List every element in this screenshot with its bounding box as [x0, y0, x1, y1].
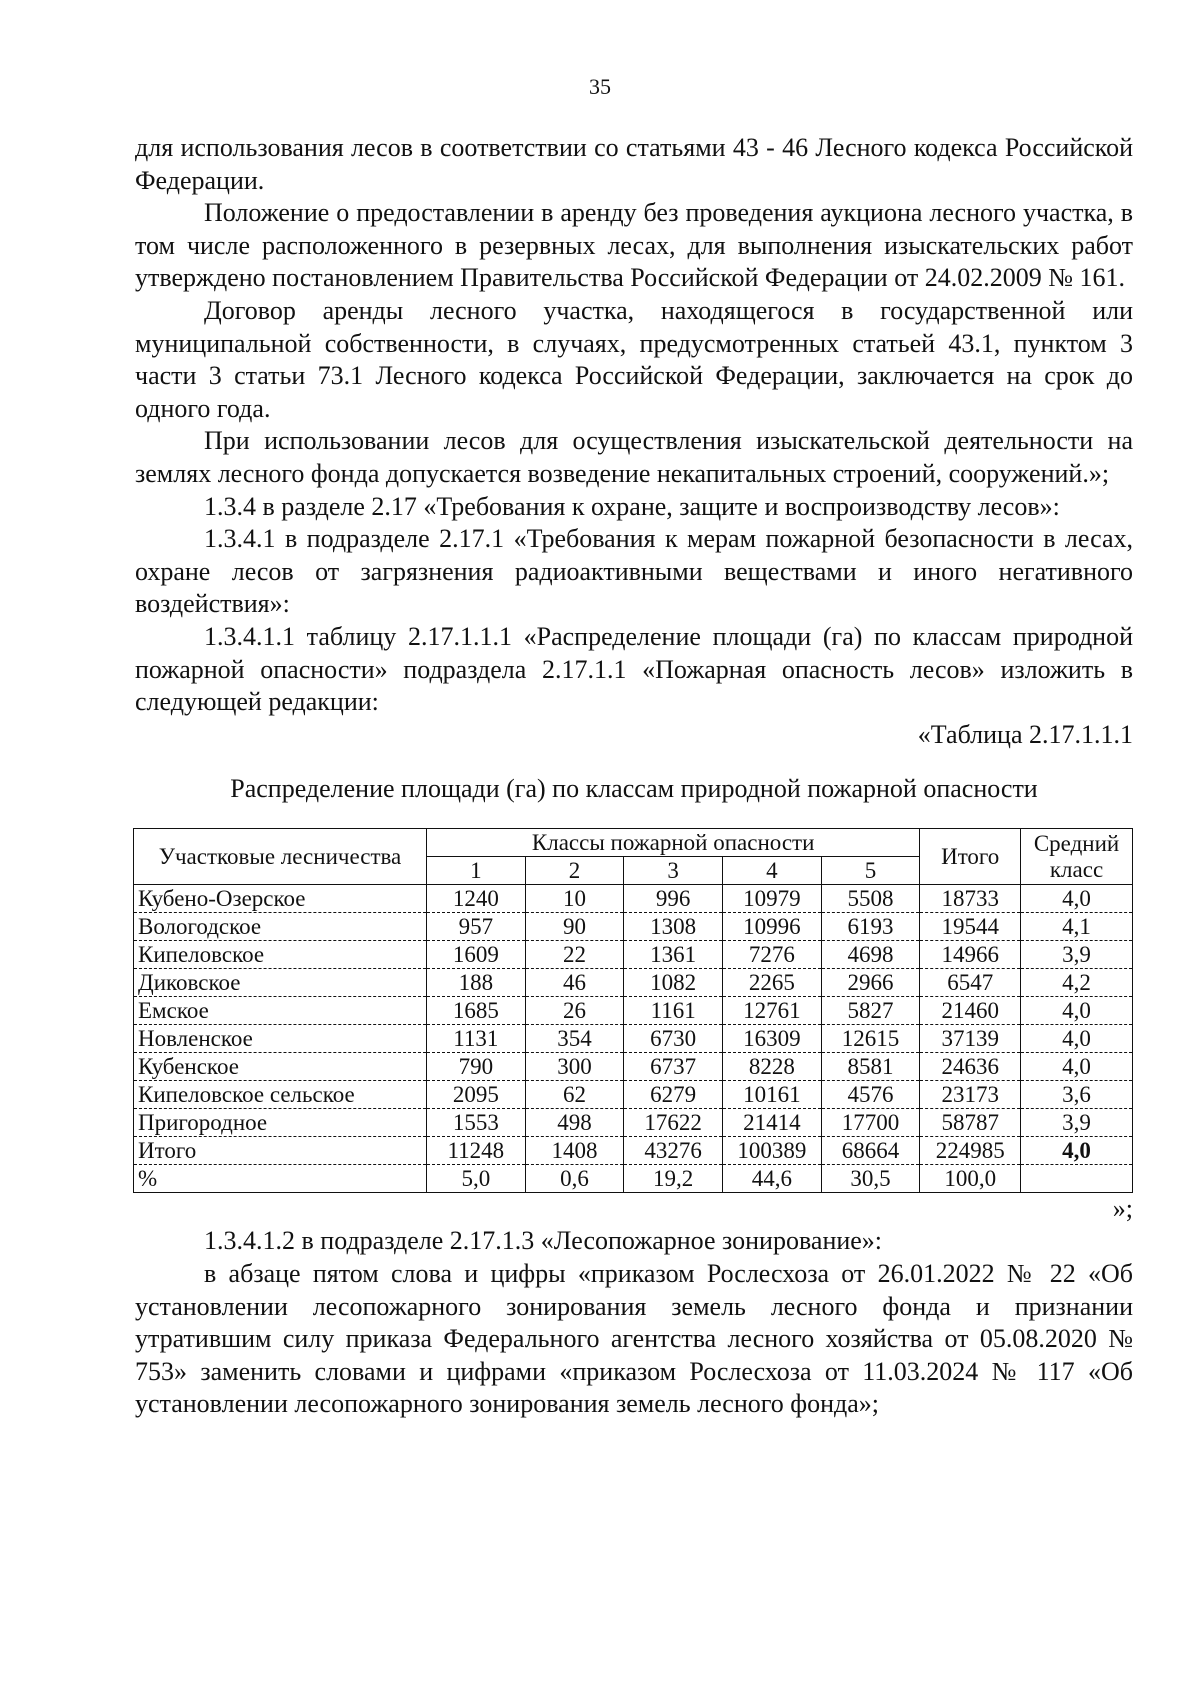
- header-total: Итого: [920, 828, 1021, 884]
- class-2-cell: 498: [525, 1108, 624, 1136]
- average-class-cell: 4,2: [1021, 968, 1133, 996]
- class-3-cell: 17622: [624, 1108, 723, 1136]
- row-name: Кипеловское сельское: [134, 1080, 427, 1108]
- class-1-cell: 5,0: [426, 1164, 525, 1192]
- class-2-cell: 46: [525, 968, 624, 996]
- class-1-cell: 2095: [426, 1080, 525, 1108]
- class-4-cell: 12761: [723, 996, 822, 1024]
- total-cell: 224985: [920, 1136, 1021, 1164]
- class-5-cell: 2966: [821, 968, 920, 996]
- total-cell: 21460: [920, 996, 1021, 1024]
- average-class-cell: 4,0: [1021, 996, 1133, 1024]
- average-class-cell: 4,0: [1021, 1024, 1133, 1052]
- document-body: [135, 132, 1133, 1421]
- class-4-cell: 10161: [723, 1080, 822, 1108]
- class-3-cell: 996: [624, 884, 723, 912]
- paragraph: 1.3.4.1.1 таблицу 2.17.1.1.1 «Распределение площади (га) по классам природной пожарной опасности» подраздела 2.17.1.1 «Пожарная опасность лесов» изложить в следующей редакции:: [135, 621, 1133, 717]
- paragraph: 1.3.4.1.2 в подразделе 2.17.1.3 «Лесопожарное зонирование»:: [204, 1226, 883, 1256]
- class-1-cell: 1685: [426, 996, 525, 1024]
- paragraph: для использования лесов в соответствии со статьями 43 - 46 Лесного кодекса Российской Федерации.: [135, 133, 1133, 195]
- average-class-cell: [1021, 1164, 1133, 1192]
- class-3-cell: 1361: [624, 940, 723, 968]
- class-2-cell: 300: [525, 1052, 624, 1080]
- class-3-cell: 6279: [624, 1080, 723, 1108]
- class-1-cell: 957: [426, 912, 525, 940]
- class-5-cell: 30,5: [821, 1164, 920, 1192]
- class-3-cell: 1308: [624, 912, 723, 940]
- class-5-cell: 6193: [821, 912, 920, 940]
- header-classes: Классы пожарной опасности: [426, 828, 919, 856]
- total-cell: 19544: [920, 912, 1021, 940]
- average-class-cell: 4,1: [1021, 912, 1133, 940]
- header-class-4: 4: [723, 856, 822, 884]
- class-4-cell: 10996: [723, 912, 822, 940]
- class-2-cell: 22: [525, 940, 624, 968]
- class-1-cell: 1131: [426, 1024, 525, 1052]
- class-2-cell: 62: [525, 1080, 624, 1108]
- total-cell: 14966: [920, 940, 1021, 968]
- paragraph: 1.3.4.1 в подразделе 2.17.1 «Требования к мерам пожарной безопасности в лесах, охране лесов от загрязнения радиоактивными веществами и иного негативного воздействия»:: [135, 524, 1133, 619]
- table-row: [134, 884, 1133, 912]
- class-5-cell: 5508: [821, 884, 920, 912]
- page-number: 35: [589, 74, 611, 99]
- table-row: [134, 996, 1133, 1024]
- class-1-cell: 1240: [426, 884, 525, 912]
- row-name: Новленское: [134, 1024, 427, 1052]
- row-name: Пригородное: [134, 1108, 427, 1136]
- row-name: Вологодское: [134, 912, 427, 940]
- class-5-cell: 4576: [821, 1080, 920, 1108]
- class-2-cell: 354: [525, 1024, 624, 1052]
- class-5-cell: 17700: [821, 1108, 920, 1136]
- paragraph: При использовании лесов для осуществления изыскательской деятельности на землях лесного фонда допускается возведение некапитальных строений, сооружений.»;: [135, 426, 1133, 488]
- row-name: Кубенское: [134, 1052, 427, 1080]
- class-2-cell: 26: [525, 996, 624, 1024]
- class-5-cell: 8581: [821, 1052, 920, 1080]
- class-1-cell: 1609: [426, 940, 525, 968]
- table-title: Распределение площади (га) по классам природной пожарной опасности: [230, 774, 1038, 804]
- class-2-cell: 1408: [525, 1136, 624, 1164]
- average-class-cell: 4,0: [1021, 1052, 1133, 1080]
- row-name: Диковское: [134, 968, 427, 996]
- table-row: [134, 1164, 1133, 1192]
- class-4-cell: 44,6: [723, 1164, 822, 1192]
- paragraph: 1.3.4 в разделе 2.17 «Требования к охране, защите и воспроизводству лесов»:: [204, 491, 1060, 521]
- paragraph: Положение о предоставлении в аренду без проведения аукциона лесного участка, в том числе расположенного в резервных лесах, для выполнения изыскательских работ утверждено постановлением Правительства Российской Федерации от 24.02.2009 № 161.: [135, 198, 1133, 293]
- table-row: [134, 968, 1133, 996]
- class-3-cell: 6730: [624, 1024, 723, 1052]
- table-row: [134, 1052, 1133, 1080]
- class-4-cell: 2265: [723, 968, 822, 996]
- fire-class-table: [133, 828, 1133, 1193]
- table-row: [134, 1024, 1133, 1052]
- class-1-cell: 188: [426, 968, 525, 996]
- table-row: [134, 912, 1133, 940]
- table-body: [134, 884, 1133, 1192]
- average-class-cell: 3,6: [1021, 1080, 1133, 1108]
- paragraph: Договор аренды лесного участка, находящегося в государственной или муниципальной собственности, в случаях, предусмотренных статьей 43.1, пунктом 3 части 3 статьи 73.1 Лесного кодекса Российской Федерации, заключается на срок до одного года.: [135, 295, 1133, 423]
- class-2-cell: 0,6: [525, 1164, 624, 1192]
- class-4-cell: 8228: [723, 1052, 822, 1080]
- row-name: Итого: [134, 1136, 427, 1164]
- row-name: Кипеловское: [134, 940, 427, 968]
- class-3-cell: 43276: [624, 1136, 723, 1164]
- total-cell: 6547: [920, 968, 1021, 996]
- header-class-3: 3: [624, 856, 723, 884]
- table-row: [134, 1108, 1133, 1136]
- table-row: [134, 1080, 1133, 1108]
- header-class-5: 5: [821, 856, 920, 884]
- row-name: Емское: [134, 996, 427, 1024]
- class-5-cell: 5827: [821, 996, 920, 1024]
- average-class-cell: 3,9: [1021, 940, 1133, 968]
- total-cell: 37139: [920, 1024, 1021, 1052]
- paragraph: в абзаце пятом слова и цифры «приказом Рослесхоза от 26.01.2022 № 22 «Об установлении лесопожарного зонирования земель лесного фонда и признании утратившим силу приказа Федерального агентства лесного хозяйства от 05.08.2020 № 753» заменить словами и цифрами «приказом Рослесхоза от 11.03.2024 № 117 «Об установлении лесопожарного зонирования земель лесного фонда»;: [135, 1259, 1133, 1419]
- header-average-class: Средний класс: [1021, 828, 1133, 884]
- class-3-cell: 6737: [624, 1052, 723, 1080]
- class-4-cell: 7276: [723, 940, 822, 968]
- table-row: [134, 940, 1133, 968]
- class-4-cell: 10979: [723, 884, 822, 912]
- table-row: [134, 1136, 1133, 1164]
- header-class-2: 2: [525, 856, 624, 884]
- average-class-cell: 4,0: [1021, 884, 1133, 912]
- class-1-cell: 790: [426, 1052, 525, 1080]
- class-3-cell: 1082: [624, 968, 723, 996]
- class-5-cell: 68664: [821, 1136, 920, 1164]
- row-name: Кубено-Озерское: [134, 884, 427, 912]
- class-4-cell: 100389: [723, 1136, 822, 1164]
- class-4-cell: 21414: [723, 1108, 822, 1136]
- total-cell: 18733: [920, 884, 1021, 912]
- class-3-cell: 1161: [624, 996, 723, 1024]
- class-5-cell: 4698: [821, 940, 920, 968]
- class-2-cell: 90: [525, 912, 624, 940]
- total-cell: 24636: [920, 1052, 1021, 1080]
- average-class-cell: 3,9: [1021, 1108, 1133, 1136]
- header-class-1: 1: [426, 856, 525, 884]
- average-class-cell: 4,0: [1021, 1136, 1133, 1164]
- class-2-cell: 10: [525, 884, 624, 912]
- table-end: »;: [1112, 1193, 1133, 1223]
- class-4-cell: 16309: [723, 1024, 822, 1052]
- class-5-cell: 12615: [821, 1024, 920, 1052]
- row-name: %: [134, 1164, 427, 1192]
- class-1-cell: 11248: [426, 1136, 525, 1164]
- header-forestry: Участковые лесничества: [134, 828, 427, 884]
- class-3-cell: 19,2: [624, 1164, 723, 1192]
- total-cell: 58787: [920, 1108, 1021, 1136]
- class-1-cell: 1553: [426, 1108, 525, 1136]
- table-label: «Таблица 2.17.1.1.1: [917, 719, 1133, 749]
- total-cell: 100,0: [920, 1164, 1021, 1192]
- total-cell: 23173: [920, 1080, 1021, 1108]
